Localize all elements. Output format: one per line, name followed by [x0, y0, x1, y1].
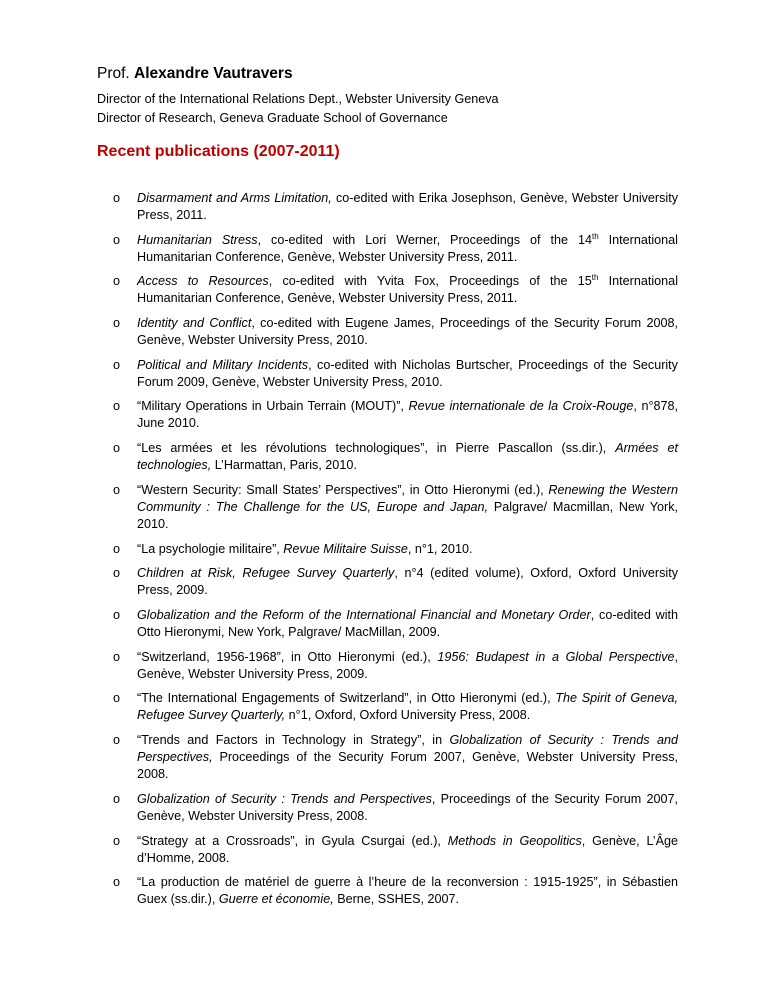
publication-title: Globalization and the Reform of the International Financial and Monetary Order [137, 608, 591, 622]
bullet-icon: o [113, 274, 121, 288]
publication-title: Revue internationale de la Croix-Rouge [408, 399, 634, 413]
affiliation-1: Director of the International Relations Dept., Webster University Geneva [97, 92, 499, 106]
bullet-icon: o [113, 608, 121, 622]
publication-detail: International Humanitarian Conference, Genève, Webster University Press, 2011. [137, 274, 678, 305]
author-line [97, 64, 293, 84]
publication-title: Globalization of Security : Trends and Perspectives, [137, 733, 678, 764]
publication-title: 1956: Budapest in a Global Perspective [437, 650, 675, 664]
publication-text [137, 690, 678, 724]
publication-text [137, 649, 678, 683]
bullet-icon: o [113, 542, 121, 556]
publication-detail: “Switzerland, 1956-1968”, in Otto Hieronymi (ed.), [137, 650, 438, 664]
publication-title: Access to Resources [137, 274, 269, 288]
publication-detail: , co-edited with Yvita Fox, Proceedings of the 15 [268, 274, 592, 288]
publication-text [137, 357, 678, 391]
publication-detail: “Western Security: Small States’ Perspectives”, in Otto Hieronymi (ed.), [137, 483, 549, 497]
affiliation-2: Director of Research, Geneva Graduate School of Governance [97, 111, 448, 125]
publication-title: Guerre et économie, [218, 892, 334, 906]
publication-detail: , co-edited with Nicholas Burtscher, Proceedings of the Security Forum 2009, Genève, Webster University Press, 2010. [137, 358, 678, 389]
bullet-icon: o [113, 399, 121, 413]
publication-detail: “Trends and Factors in Technology in Strategy”, in [137, 733, 450, 747]
publication-text [137, 482, 678, 533]
publication-detail: , Genève, Webster University Press, 2009. [137, 650, 678, 681]
publication-text [137, 398, 678, 432]
publication-title: Political and Military Incidents [137, 358, 309, 372]
publication-detail: , Proceedings of the Security Forum 2007, Genève, Webster University Press, 2008. [137, 792, 678, 823]
publication-detail: co-edited with Erika Josephson, Genève, Webster University Press, 2011. [137, 191, 679, 222]
bullet-icon: o [113, 441, 121, 455]
bullet-icon: o [113, 358, 121, 372]
publication-text [137, 440, 678, 474]
bullet-icon: o [113, 650, 121, 664]
publication-title: Identity and Conflict [137, 316, 252, 330]
publication-title: Globalization of Security : Trends and Perspectives [137, 792, 432, 806]
publication-detail: L’Harmattan, Paris, 2010. [211, 458, 357, 472]
bullet-icon: o [113, 834, 121, 848]
publication-detail: Berne, SSHES, 2007. [333, 892, 460, 906]
publication-text [137, 273, 678, 307]
publication-text [137, 833, 678, 867]
publication-detail: , Genève, L’Âge d’Homme, 2008. [137, 834, 679, 865]
publication-detail: , n°4 (edited volume), Oxford, Oxford University Press, 2009. [137, 566, 679, 597]
publication-detail: n°1, Oxford, Oxford University Press, 2008. [285, 708, 531, 722]
publication-title: Renewing the Western Community : The Challenge for the US, Europe and Japan, [137, 483, 678, 514]
author-name: Alexandre Vautravers [134, 65, 293, 82]
section-heading: Recent publications (2007-2011) [97, 143, 340, 160]
bullet-icon: o [113, 483, 121, 497]
publication-title: Disarmament and Arms Limitation, [137, 191, 332, 205]
publication-text [137, 541, 678, 558]
publication-detail: International Humanitarian Conference, Genève, Webster University Press, 2011. [137, 233, 678, 264]
publication-detail: “Strategy at a Crossroads”, in Gyula Csurgai (ed.), [137, 834, 448, 848]
bullet-icon: o [113, 316, 121, 330]
publication-text [137, 732, 678, 783]
publication-text [137, 791, 678, 825]
publication-detail: “La psychologie militaire”, [137, 542, 284, 556]
publication-detail: “La production de matériel de guerre à l’heure de la reconversion : 1915-1925”, in Sébastien Guex (ss.dir.), [137, 875, 678, 906]
publication-detail: Proceedings of the Security Forum 2007, Genève, Webster University Press, 2008. [137, 750, 678, 781]
publication-detail: “Les armées et les révolutions technologiques”, in Pierre Pascallon (ss.dir.), [137, 441, 616, 455]
publication-text [137, 874, 678, 908]
publication-text [137, 232, 678, 266]
publication-text [137, 565, 678, 599]
publication-detail: , co-edited with Eugene James, Proceedings of the Security Forum 2008, Genève, Webster University Press, 2010. [137, 316, 678, 347]
bullet-icon: o [113, 691, 121, 705]
bullet-icon: o [113, 792, 121, 806]
publication-text [137, 190, 678, 224]
publication-detail: , n°878, June 2010. [137, 399, 678, 430]
bullet-icon: o [113, 566, 121, 580]
bullet-icon: o [113, 875, 121, 889]
bullet-icon: o [113, 733, 121, 747]
publication-title: Humanitarian Stress [137, 233, 258, 247]
publication-title: Armées et technologies, [137, 441, 678, 472]
publication-title: Revue Militaire Suisse [283, 542, 408, 556]
publication-detail: , co-edited with Otto Hieronymi, New York, Palgrave/ MacMillan, 2009. [137, 608, 678, 639]
publication-title: The Spirit of Geneva, Refugee Survey Quarterly, [137, 691, 678, 722]
ordinal-suffix: th [591, 272, 599, 282]
bullet-icon: o [113, 191, 121, 205]
publication-detail: “Military Operations in Urbain Terrain (MOUT)”, [137, 399, 409, 413]
bullet-icon: o [113, 233, 121, 247]
publication-detail: , co-edited with Lori Werner, Proceedings of the 14 [257, 233, 593, 247]
author-title: Prof. [97, 65, 135, 82]
publication-detail: “The International Engagements of Switzerland”, in Otto Hieronymi (ed.), [137, 691, 556, 705]
publication-text [137, 315, 678, 349]
ordinal-suffix: th [592, 231, 599, 241]
publication-title: Children at Risk, Refugee Survey Quarterly [137, 566, 395, 580]
publication-title: Methods in Geopolitics [447, 834, 582, 848]
publication-detail: Palgrave/ Macmillan, New York, 2010. [137, 500, 678, 531]
publication-text [137, 607, 678, 641]
publication-detail: , n°1, 2010. [407, 542, 473, 556]
